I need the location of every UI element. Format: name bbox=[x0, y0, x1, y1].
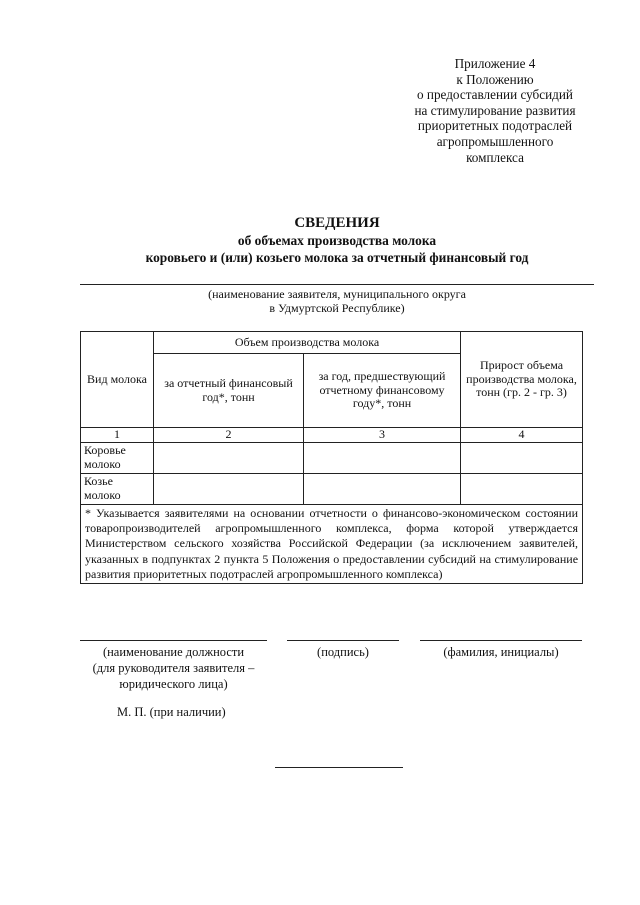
applicant-caption-line-1: (наименование заявителя, муниципального округа bbox=[208, 287, 466, 301]
header-previous-year: за год, предшествующий отчетному финансовому году*, тонн bbox=[304, 354, 461, 428]
applicant-name-field[interactable] bbox=[80, 284, 594, 285]
stamp-caption: М. П. (при наличии) bbox=[117, 705, 226, 719]
position-field[interactable] bbox=[80, 640, 267, 641]
position-caption bbox=[80, 644, 267, 692]
title-line-3: коровьего и (или) козьего молока за отчетный финансовый год bbox=[145, 250, 529, 265]
position-caption-line-2: (для руководителя заявителя – bbox=[92, 661, 255, 675]
appendix-block bbox=[380, 56, 610, 165]
title-line-1: СВЕДЕНИЯ bbox=[294, 215, 380, 231]
column-number: 1 bbox=[81, 428, 154, 443]
appendix-line: агропромышленного bbox=[436, 133, 554, 149]
name-field[interactable] bbox=[420, 640, 582, 641]
appendix-line: на стимулирование развития bbox=[414, 102, 576, 118]
applicant-caption-line-2: в Удмуртской Республике) bbox=[269, 301, 405, 315]
signature-field[interactable] bbox=[287, 640, 399, 641]
signature-caption: (подпись) bbox=[317, 645, 369, 659]
name-caption: (фамилия, инициалы) bbox=[443, 645, 559, 659]
header-production-volume: Объем производства молока bbox=[154, 332, 461, 354]
cell-current-year[interactable] bbox=[154, 443, 304, 474]
column-number: 3 bbox=[304, 428, 461, 443]
document-title bbox=[80, 214, 594, 266]
appendix-line: к Положению bbox=[456, 71, 534, 87]
cell-previous-year[interactable] bbox=[304, 443, 461, 474]
table-footnote: * Указывается заявителями на основании отчетности о финансово-экономическом состоянии товаропроизводителей агропромышленного комплекса, форма которой утверждается Министерством сельского хозяйства Российской Федерации (за исключением заявителей, указанных в подпунктах 2 пункта 5 Положения о предоставлении субсидий на стимулирование развития приоритетных подотраслей агропромышленного комплекса) bbox=[81, 505, 583, 584]
cell-previous-year[interactable] bbox=[304, 474, 461, 505]
header-milk-type: Вид молока bbox=[81, 332, 154, 428]
header-current-year: за отчетный финансовый год*, тонн bbox=[154, 354, 304, 428]
title-line-2: об объемах производства молока bbox=[237, 233, 437, 248]
column-number: 2 bbox=[154, 428, 304, 443]
position-caption-line-1: (наименование должности bbox=[102, 645, 245, 659]
table-row bbox=[81, 474, 583, 505]
appendix-line: Приложение 4 bbox=[454, 56, 536, 71]
row-milk-type: Коровье молоко bbox=[81, 443, 154, 474]
cell-growth[interactable] bbox=[461, 443, 583, 474]
cell-current-year[interactable] bbox=[154, 474, 304, 505]
header-growth: Прирост объема производства молока, тонн (гр. 2 - гр. 3) bbox=[461, 332, 583, 428]
appendix-line: приоритетных подотраслей bbox=[417, 118, 573, 134]
date-field[interactable] bbox=[275, 767, 403, 768]
applicant-caption bbox=[80, 287, 594, 315]
appendix-line: комплекса bbox=[466, 149, 524, 165]
appendix-line: о предоставлении субсидий bbox=[417, 87, 573, 103]
column-number: 4 bbox=[461, 428, 583, 443]
position-caption-line-3: юридического лица) bbox=[119, 677, 228, 691]
row-milk-type: Козье молоко bbox=[81, 474, 154, 505]
table-row bbox=[81, 443, 583, 474]
cell-growth[interactable] bbox=[461, 474, 583, 505]
milk-volume-table bbox=[80, 331, 583, 584]
